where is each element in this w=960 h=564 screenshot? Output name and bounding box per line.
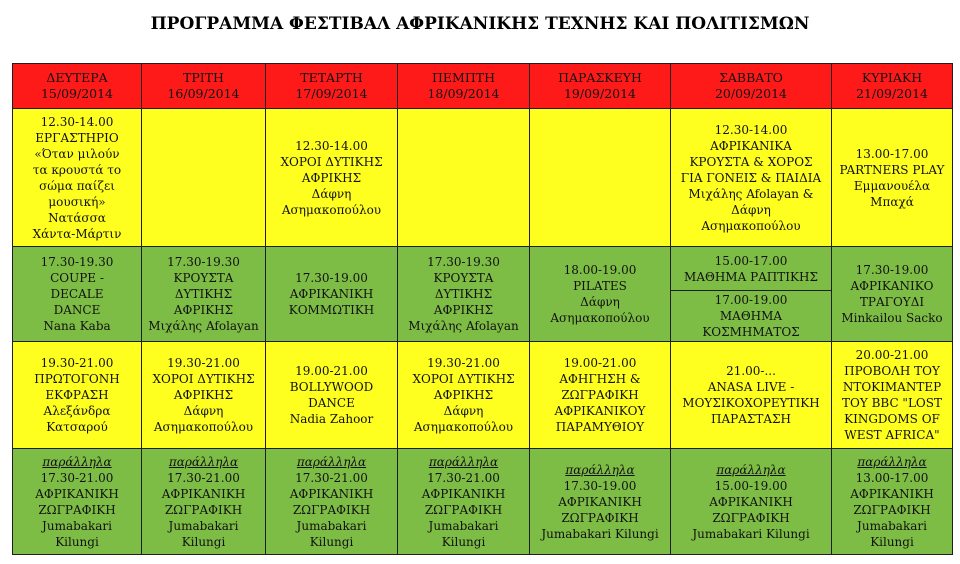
day-header-tue: ΤΡΙΤΗ 16/09/2014: [142, 64, 266, 109]
cell-text-line: Κατσαρού: [46, 420, 108, 435]
schedule-cell: [13, 109, 142, 247]
cell-text-line: ΚΟΜΜΩΤΙΚΗ: [288, 303, 375, 318]
schedule-cell: [266, 109, 398, 247]
cell-text-line: ΠΑΡΑΜΥΘΙΟΥ: [555, 420, 645, 435]
schedule-row-1: [13, 109, 953, 247]
cell-text-line: ΚΡΟΥΣΤΑ: [173, 271, 234, 286]
cell-text-line: 17.30-19.30: [40, 255, 114, 270]
cell-text-line: ΑΦΡΙΚΑΝΙΚΟ: [850, 279, 934, 294]
cell-text-line: ΕΚΦΡΑΣΗ: [45, 388, 109, 403]
parallel-label: παράλληλα: [716, 462, 786, 477]
cell-text-line: ΔΥΤΙΚΗΣ: [174, 287, 233, 302]
cell-text-line: ΖΩΓΡΑΦΙΚΗ: [164, 502, 243, 517]
schedule-row-2a: [13, 247, 953, 290]
cell-text-line: Μπαχά: [870, 194, 914, 209]
cell-text-line: 13.00-17.00: [855, 146, 929, 161]
cell-text-line: ΓΙΑ ΓΟΝΕΙΣ & ΠΑΙΔΙΑ: [680, 170, 822, 185]
cell-text-line: 21.00-...: [726, 364, 776, 379]
cell-text-line: ΜΟΥΣΙΚΟΧΟΡΕΥΤΙΚΗ: [682, 396, 820, 411]
cell-text-line: ΑΦΡΙΚΑΝΙΚΟΥ: [554, 404, 646, 419]
cell-text-line: ΠΡΩΤΟΓΟΝΗ: [34, 372, 120, 387]
cell-text-line: Μιχάλης Afolayan: [408, 319, 519, 334]
cell-text-line: DECALE: [50, 287, 104, 302]
schedule-cell: [832, 109, 953, 247]
cell-text-line: Kilungi: [55, 534, 99, 549]
cell-text-line: ΖΩΓΡΑΦΙΚΗ: [853, 502, 931, 517]
cell-text-line: 17.30-19.30: [427, 255, 500, 270]
cell-text-line: Δάφνη: [731, 202, 771, 217]
cell-text-line: Δάφνη: [580, 295, 620, 310]
cell-text-line: Jumabakari: [296, 518, 367, 533]
cell-text-line: Μιχάλης Afolayan &: [688, 186, 814, 201]
header-row: [13, 64, 953, 109]
cell-text-line: ΖΩΓΡΑΦΙΚΗ: [561, 510, 639, 525]
cell-text-line: ΜΑΘΗΜΑ ΡΑΠΤΙΚΗΣ: [684, 269, 818, 284]
schedule-cell-empty: [142, 109, 266, 247]
cell-text-line: 19.00-21.00: [295, 364, 368, 379]
cell-text-line: Kilungi: [309, 534, 354, 549]
cell-text-line: 19.30-21.00: [427, 356, 500, 371]
schedule-cell: [13, 342, 142, 449]
cell-text-line: COUPE -: [50, 271, 104, 286]
cell-text-line: ΤΟΥ BBC "LOST: [842, 396, 942, 411]
schedule-cell: [13, 449, 142, 555]
day-header-mon: ΔΕΥΤΕΡΑ 15/09/2014: [13, 64, 142, 109]
cell-text-line: ΖΩΓΡΑΦΙΚΗ: [561, 388, 639, 403]
cell-text-line: ΑΦΡΙΚΑΝΙΚΗ: [161, 486, 246, 501]
cell-text-line: PARTNERS PLAY: [839, 162, 945, 177]
cell-text-line: 12.30-14.00: [40, 114, 114, 129]
cell-text-line: 15.00-17.00: [714, 253, 788, 268]
schedule-cell: [530, 449, 671, 555]
cell-text-line: 17.30-21.00: [167, 470, 240, 485]
cell-text-line: Kilungi: [181, 534, 226, 549]
cell-text-line: ΖΩΓΡΑΦΙΚΗ: [712, 510, 790, 525]
cell-text-line: ΑΦΗΓΗΣΗ &: [559, 372, 641, 387]
schedule-cell: [671, 109, 832, 247]
schedule-table: [12, 63, 953, 555]
cell-text-line: DANCE: [53, 303, 101, 318]
schedule-cell: [671, 290, 832, 341]
schedule-cell: [13, 247, 142, 342]
day-header-thu: ΠΕΜΠΤΗ 18/09/2014: [398, 64, 530, 109]
cell-text-line: ΧΟΡΟΙ ΔΥΤΙΚΗΣ: [152, 372, 255, 387]
schedule-row-3: [13, 342, 953, 449]
cell-text-line: Εμμανουέλα: [853, 178, 931, 193]
schedule-cell: [398, 247, 530, 342]
cell-text-line: 17.30-19.30: [167, 255, 240, 270]
cell-text-line: Αλεξάνδρα: [43, 404, 111, 419]
cell-text-line: WEST AFRICA": [844, 428, 940, 443]
cell-text-line: ΑΦΡΙΚΑΝΙΚΗ: [850, 486, 934, 501]
cell-text-line: 17.30-19.00: [563, 478, 637, 493]
schedule-cell: [832, 449, 953, 555]
cell-text-line: Χάντα-Μάρτιν: [32, 226, 122, 241]
cell-text-line: 19.30-21.00: [40, 356, 114, 371]
cell-text-line: Jumabakari: [857, 518, 927, 533]
cell-text-line: ANASA LIVE -: [707, 380, 795, 395]
day-header-wed: ΤΕΤΑΡΤΗ 17/09/2014: [266, 64, 398, 109]
cell-text-line: ΠΑΡΑΣΤΑΣΗ: [711, 412, 791, 427]
schedule-cell: [142, 342, 266, 449]
cell-text-line: ΑΦΡΙΚΑΝΙΚΗ: [289, 287, 374, 302]
cell-text-line: 17.30-21.00: [40, 470, 114, 485]
cell-text-line: Ασημακοπούλου: [153, 420, 254, 435]
cell-text-line: ΖΩΓΡΑΦΙΚΗ: [424, 502, 503, 517]
cell-text-line: ΖΩΓΡΑΦΙΚΗ: [38, 502, 116, 517]
cell-text-line: Jumabakari Kilungi: [692, 526, 810, 541]
cell-text-line: Ασημακοπούλου: [701, 218, 801, 233]
cell-text-line: ΖΩΓΡΑΦΙΚΗ: [292, 502, 371, 517]
cell-text-line: PILATES: [573, 279, 627, 294]
cell-text-line: ΕΡΓΑΣΤΗΡΙΟ: [35, 130, 119, 145]
cell-text-line: 17.30-21.00: [427, 470, 500, 485]
cell-text-line: KINGDOMS OF: [844, 412, 940, 427]
cell-text-line: ΜΑΘΗΜΑ: [719, 309, 783, 324]
cell-text-line: Ασημακοπούλου: [550, 311, 650, 326]
parallel-label: παράλληλα: [565, 462, 635, 477]
parallel-label: παράλληλα: [428, 454, 499, 469]
cell-text-line: Δάφνη: [311, 186, 352, 201]
cell-text-line: ΑΦΡΙΚΗΣ: [173, 303, 234, 318]
schedule-cell: [530, 342, 671, 449]
cell-text-line: ΚΡΟΥΣΤΑ & ΧΟΡΟΣ: [689, 154, 813, 169]
cell-text-line: Jumabakari: [168, 518, 239, 533]
day-header-fri: ΠΑΡΑΣΚΕΥΗ 19/09/2014: [530, 64, 671, 109]
schedule-cell: [398, 449, 530, 555]
cell-text-line: Μιχάλης Afolayan: [148, 319, 259, 334]
schedule-cell: [266, 342, 398, 449]
cell-text-line: 19.00-21.00: [563, 356, 637, 371]
cell-text-line: BOLLYWOOD: [289, 380, 374, 395]
day-header-sun: ΚΥΡΙΑΚΗ 21/09/2014: [832, 64, 953, 109]
cell-text-line: Nadia Zahoor: [289, 412, 374, 427]
cell-text-line: 12.30-14.00: [714, 122, 788, 137]
cell-text-line: ΑΦΡΙΚΑΝΙΚΗ: [421, 486, 506, 501]
schedule-cell: [266, 247, 398, 342]
cell-text-line: 15.00-19.00: [714, 478, 788, 493]
cell-text-line: ΑΦΡΙΚΗΣ: [433, 388, 494, 403]
schedule-cell: [142, 247, 266, 342]
cell-text-line: 17.30-19.00: [855, 263, 929, 278]
schedule-row-4: [13, 449, 953, 555]
cell-text-line: Minkailou Sacko: [841, 311, 943, 326]
cell-text-line: Δάφνη: [183, 404, 224, 419]
cell-text-line: 13.00-17.00: [855, 470, 929, 485]
cell-text-line: «Όταν μιλούν: [34, 146, 120, 161]
cell-text-line: ΑΦΡΙΚΑΝΙΚΗ: [35, 486, 119, 501]
cell-text-line: Kilungi: [441, 534, 486, 549]
cell-text-line: Jumabakari: [428, 518, 499, 533]
day-header-sat: ΣΑΒΒΑΤΟ 20/09/2014: [671, 64, 832, 109]
schedule-cell: [398, 342, 530, 449]
schedule-cell-empty: [530, 109, 671, 247]
cell-text-line: 19.30-21.00: [167, 356, 240, 371]
cell-text-line: ΑΦΡΙΚΗΣ: [433, 303, 494, 318]
page-title: ΠΡΟΓΡΑΜΜΑ ΦΕΣΤΙΒΑΛ ΑΦΡΙΚΑΝΙΚΗΣ ΤΕΧΝΗΣ ΚΑΙ ΠΟΛΙΤΙΣΜΩΝ: [150, 14, 810, 34]
schedule-cell: [671, 342, 832, 449]
cell-text-line: Nana Kaba: [43, 319, 111, 334]
cell-text-line: ΑΦΡΙΚΑΝΙΚΗ: [558, 494, 642, 509]
cell-text-line: Ασημακοπούλου: [281, 202, 382, 217]
cell-text-line: ΚΡΟΥΣΤΑ: [433, 271, 494, 286]
cell-text-line: ΑΦΡΙΚΑΝΙΚΗ: [289, 486, 374, 501]
schedule-cell: [530, 247, 671, 342]
cell-text-line: DANCE: [308, 396, 355, 411]
cell-text-line: ΤΡΑΓΟΥΔΙ: [859, 295, 925, 310]
cell-text-line: 17.30-21.00: [295, 470, 368, 485]
schedule-cell: [266, 449, 398, 555]
cell-text-line: 20.00-21.00: [855, 348, 929, 363]
cell-text-line: ΠΡΟΒΟΛΗ ΤΟΥ: [844, 364, 940, 379]
parallel-label: παράλληλα: [42, 454, 112, 469]
cell-text-line: Δάφνη: [443, 404, 484, 419]
cell-text-line: ΑΦΡΙΚΑΝΙΚΗ: [709, 494, 793, 509]
cell-text-line: ΚΟΣΜΗΜΑΤΟΣ: [702, 325, 800, 340]
schedule-cell: [142, 449, 266, 555]
cell-text-line: ΝΤΟΚΙΜΑΝΤΕΡ: [842, 380, 942, 395]
cell-text-line: ΑΦΡΙΚΑΝΙΚΑ: [710, 138, 792, 153]
cell-text-line: 17.30-19.00: [295, 271, 368, 286]
schedule-cell: [671, 247, 832, 290]
cell-text-line: Νατάσσα: [48, 210, 106, 225]
cell-text-line: ΑΦΡΙΚΗΣ: [301, 170, 362, 185]
parallel-label: παράλληλα: [296, 454, 367, 469]
cell-text-line: Ασημακοπούλου: [413, 420, 514, 435]
parallel-label: παράλληλα: [168, 454, 239, 469]
parallel-label: παράλληλα: [857, 454, 927, 469]
cell-text-line: Jumabakari Kilungi: [541, 526, 659, 541]
schedule-cell-empty: [398, 109, 530, 247]
cell-text-line: ΧΟΡΟΙ ΔΥΤΙΚΗΣ: [412, 372, 515, 387]
cell-text-line: 12.30-14.00: [295, 138, 368, 153]
cell-text-line: Kilungi: [870, 534, 914, 549]
cell-text-line: ΑΦΡΙΚΗΣ: [173, 388, 234, 403]
schedule-cell: [832, 342, 953, 449]
schedule-cell: [671, 449, 832, 555]
cell-text-line: ΔΥΤΙΚΗΣ: [434, 287, 493, 302]
cell-text-line: 17.00-19.00: [714, 293, 788, 308]
schedule-cell: [832, 247, 953, 342]
cell-text-line: Jumabakari: [42, 518, 112, 533]
cell-text-line: ΧΟΡΟΙ ΔΥΤΙΚΗΣ: [280, 154, 383, 169]
cell-text-line: σώμα παίζει: [39, 178, 115, 193]
cell-text-line: τα κρουστά το: [32, 162, 122, 177]
cell-text-line: 18.00-19.00: [563, 263, 637, 278]
cell-text-line: μουσική»: [48, 194, 106, 209]
